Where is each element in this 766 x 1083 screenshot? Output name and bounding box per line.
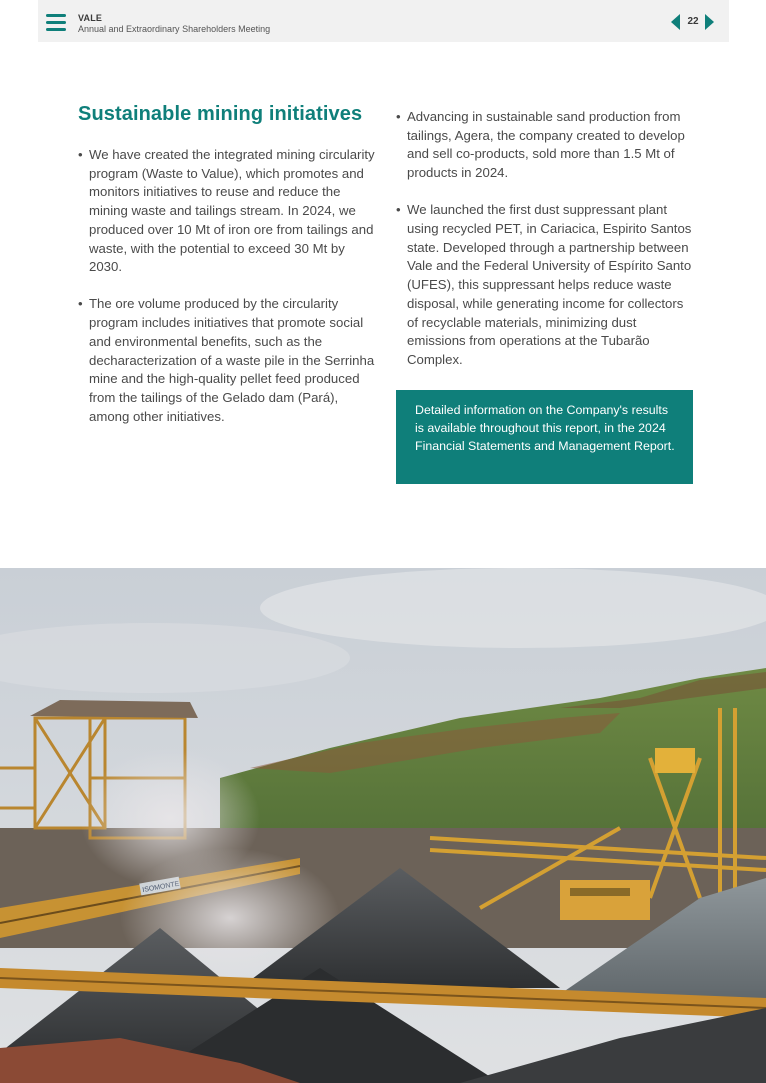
right-column: [396, 108, 696, 388]
hamburger-menu-icon[interactable]: [46, 14, 66, 31]
bullet-item: • We have created the integrated mining circularity program (Waste to Value), which promotes and monitors initiatives to reuse and reduce the mining waste and tailings stream. In 2024, we produced over 10 Mt of iron ore from tailings and waste, with the potential to exceed 30 Mt by 2030.: [78, 146, 378, 277]
bullet-item: • Advancing in sustainable sand production from tailings, Agera, the company created to develop and sell co-products, sold more than 1.5 Mt of products in 2024.: [396, 108, 696, 183]
info-callout-box: [396, 390, 693, 484]
header-bar: [38, 0, 729, 42]
next-page-icon[interactable]: [705, 14, 714, 30]
section-title: Sustainable mining initiatives: [78, 103, 363, 125]
previous-page-icon[interactable]: [671, 14, 680, 30]
callout-text: Detailed information on the Company's results is available throughout this report, in the 2024 Financial Statements and Management Report.: [415, 403, 675, 453]
document-title: Annual and Extraordinary Shareholders Meeting: [78, 24, 271, 34]
page-number: 22: [687, 16, 699, 27]
bullet-item: • The ore volume produced by the circularity program includes initiatives that promote social and environmental benefits, such as the decharacterization of a waste pile in the Serrinha mine and the high-quality pellet feed produced from the tailings of the Gelado dam (Pará), among other initiatives.: [78, 295, 378, 426]
left-column: [78, 146, 378, 445]
mining-site-photo: [0, 568, 766, 1083]
mining-photo-illustration: [0, 568, 766, 1083]
bullet-item: • We launched the first dust suppressant plant using recycled PET, in Cariacica, Espirito Santos state. Developed through a partnership between Vale and the Federal University of Espírito Santo (UFES), this suppressant helps reduce waste disposal, while generating income for collectors of recyclable materials, minimizing dust emissions from operations at the Tubarão Complex.: [396, 201, 696, 369]
brand-name: VALE: [78, 13, 103, 23]
